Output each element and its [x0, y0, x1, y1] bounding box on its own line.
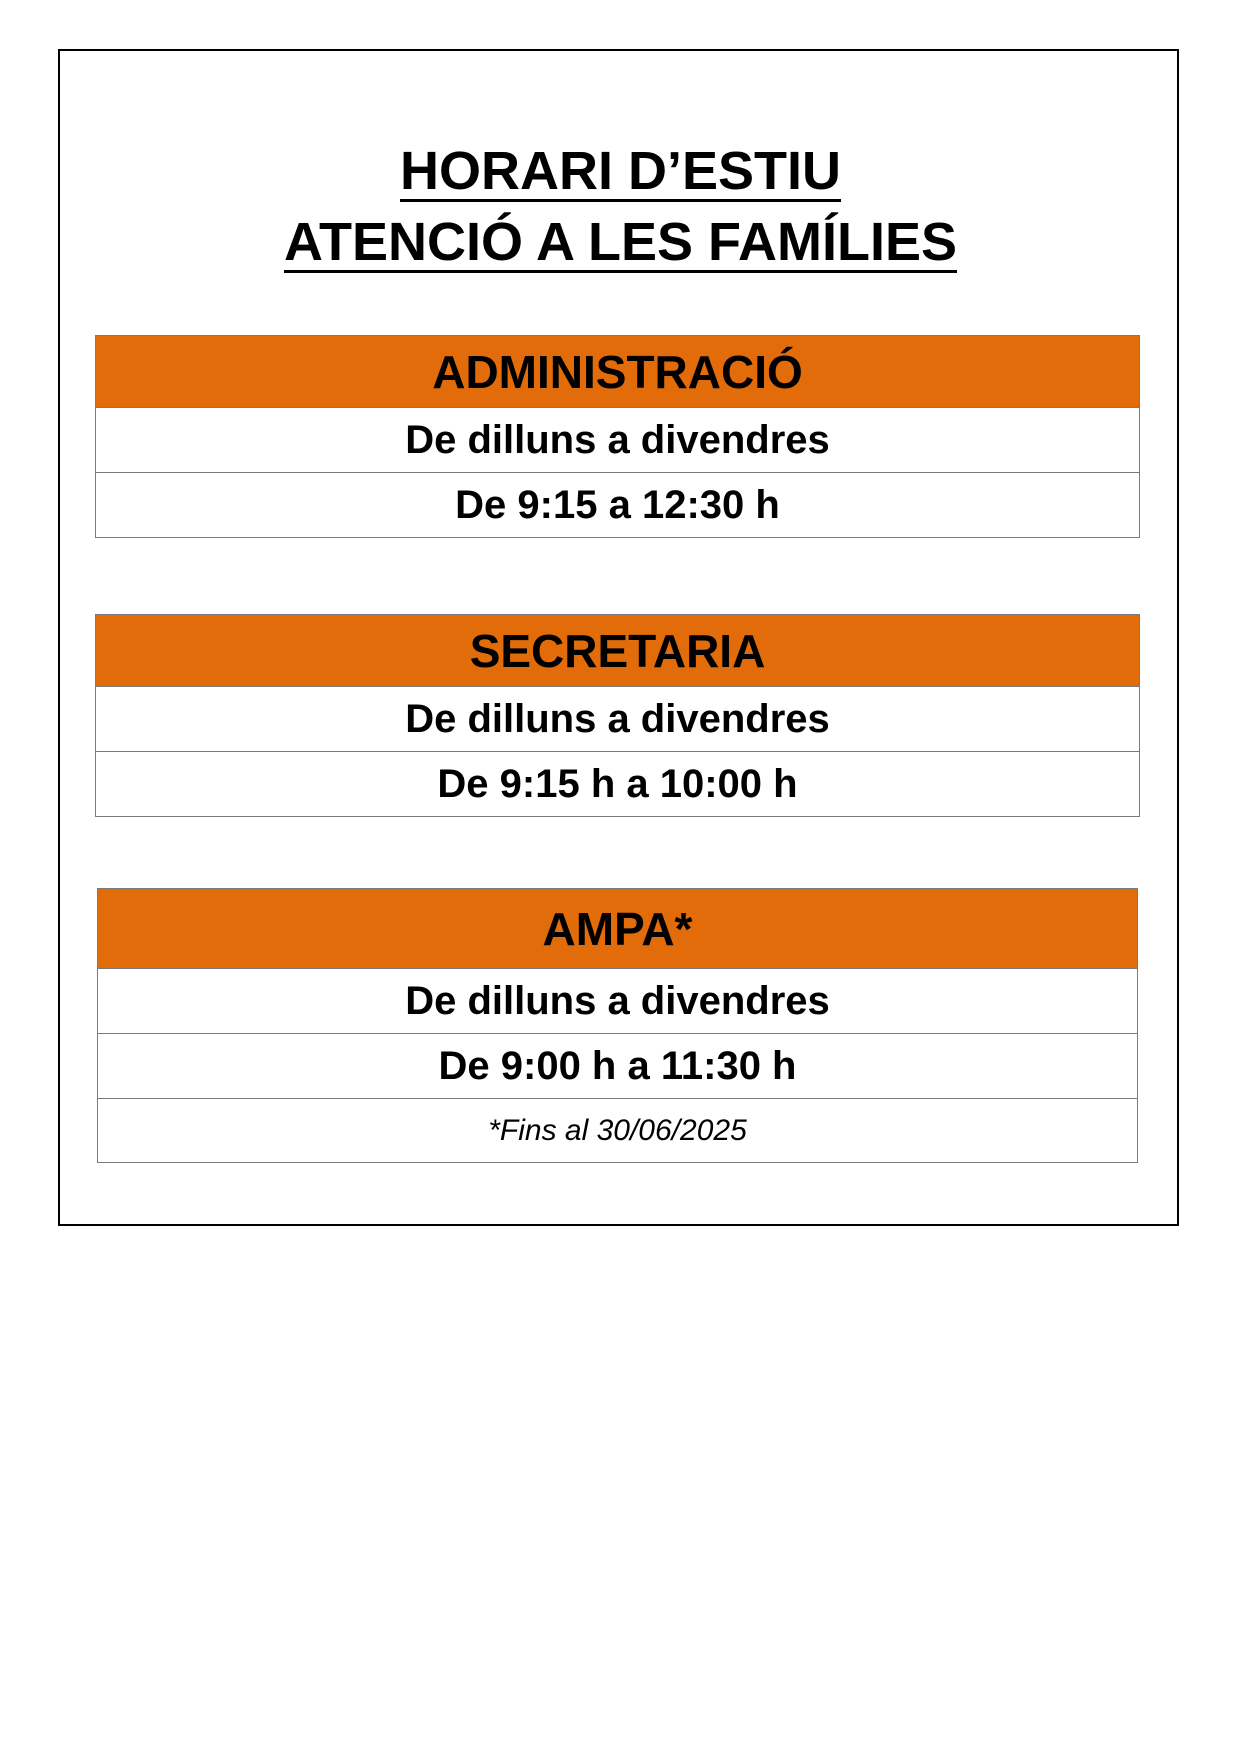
- hours-row: De 9:15 h a 10:00 h: [96, 751, 1139, 816]
- title-horari-estiu: HORARI D’ESTIU: [399, 141, 842, 201]
- schedule-table-secretaria: [95, 614, 1140, 817]
- table-header: AMPA*: [98, 889, 1137, 968]
- hours-row: De 9:15 a 12:30 h: [96, 472, 1139, 537]
- title-atencio-families: ATENCIÓ A LES FAMÍLIES: [283, 212, 958, 272]
- table-header: ADMINISTRACIÓ: [96, 336, 1139, 407]
- schedule-table-ampa: [97, 888, 1138, 1163]
- days-row: De dilluns a divendres: [96, 407, 1139, 472]
- hours-row: De 9:00 h a 11:30 h: [98, 1033, 1137, 1098]
- table-header: SECRETARIA: [96, 615, 1139, 686]
- schedule-table-administracio: [95, 335, 1140, 538]
- footnote-row: *Fins al 30/06/2025: [98, 1098, 1137, 1162]
- title-line-1: [0, 139, 1241, 203]
- days-row: De dilluns a divendres: [98, 968, 1137, 1033]
- days-row: De dilluns a divendres: [96, 686, 1139, 751]
- title-line-2: [0, 210, 1241, 274]
